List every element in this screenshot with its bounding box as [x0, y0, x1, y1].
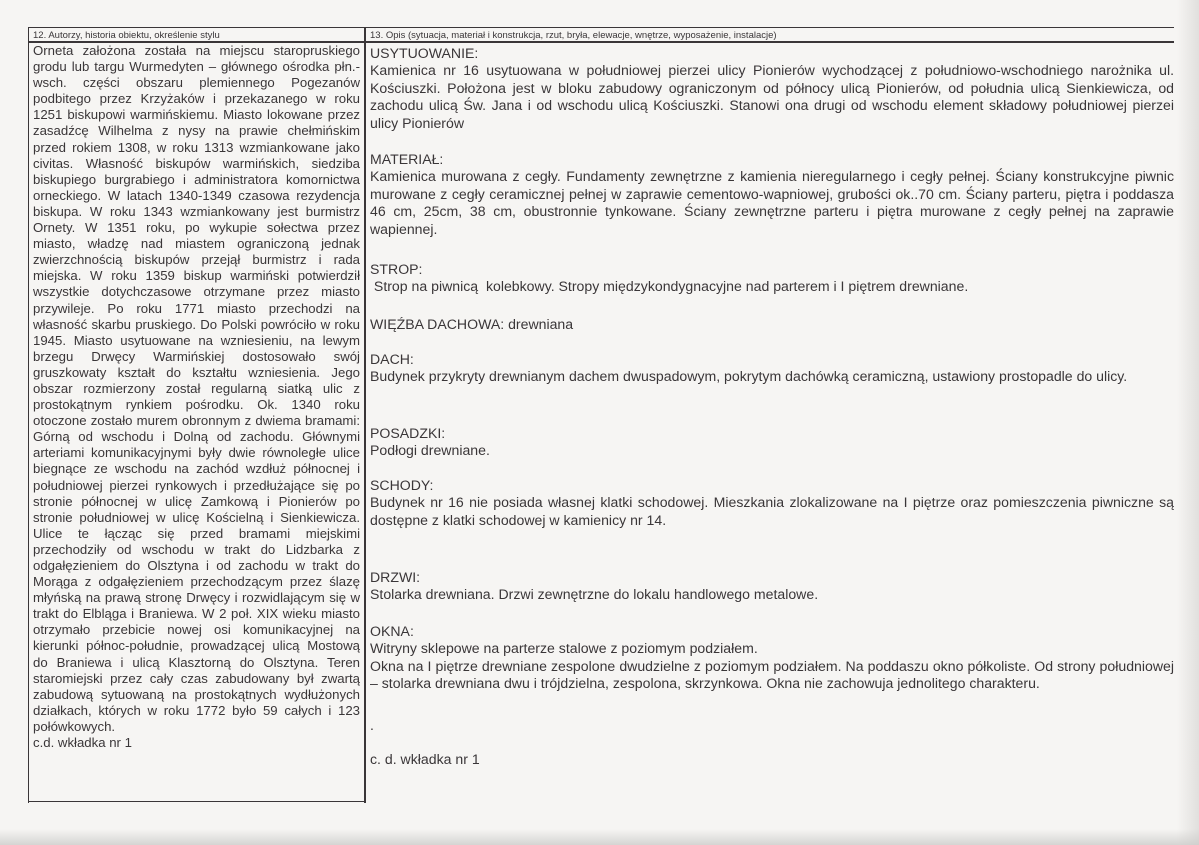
windows-text-upper: Okna na I piętrze drewniane zespolone dwudzielne z poziomym podziałem. Na poddaszu okno półkoliste. Od strony południowej – stolarka drewniana dwu i trójdzielna, zespolona, skrzynkowa. Okna nie zachowuja jednolitego charakteru. — [370, 657, 1174, 692]
doors-text: Stolarka drewniana. Drzwi zewnętrzne do lokalu handlowego metalowe. — [370, 586, 819, 603]
stairs-text: Budynek nr 16 nie posiada własnej klatki schodowej. Mieszkania zlokalizowane na I piętrze oraz pomieszczenia piwniczne są dostępne z klatki schodowej w kamienicy nr 14. — [370, 494, 1174, 528]
floors-section — [370, 425, 1174, 460]
ceiling-section — [370, 261, 1174, 296]
ceiling-text: Strop na piwnicą kolebkowy. Stropy międzykondygnacyjne nad parterem i I piętrem drewniane. — [370, 278, 969, 295]
left-border — [28, 27, 29, 803]
doors-section — [370, 569, 1174, 604]
roof-text: Budynek przykryty drewnianym dachem dwuspadowym, pokrytym dachówką ceramiczną, ustawiony prostopadle do ulicy. — [370, 368, 1128, 385]
truss-section — [370, 316, 1174, 333]
bottom-rule-left — [28, 801, 365, 802]
material-text: Kamienica murowana z cegły. Fundamenty zewnętrzne z kamienia nieregularnego i cegły pełnej. Ściany konstrukcyjne piwnic murowane z cegły ceramicznej pełnej w zaprawie cementowo-wapniowej, grubości ok..70 cm. Ściany parteru, piętra i poddasza 46 cm, 25cm, 38 cm, obustronnie tynkowane. Ściany zewnętrzne parteru i piętra murowane z cegły pełnej na zaprawie wapiennej. — [370, 168, 1174, 237]
windows-text-shopfront: Witryny sklepowe na parterze stalowe z poziomym podziałem. — [370, 640, 758, 657]
history-column-header: 12. Autorzy, historia obiektu, określenie stylu — [33, 30, 220, 41]
truss-line: WIĘŹBA DACHOWA: drewniana — [370, 316, 574, 332]
description-column-header: 13. Opis (sytuacja, materiał i konstrukcja, rzut, bryła, elewacje, wnętrze, wyposażenie, instalacje) — [370, 30, 777, 41]
history-column — [33, 43, 360, 751]
history-continuation-note: c.d. wkładka nr 1 — [33, 735, 132, 751]
page-edge-shadow-right — [1177, 0, 1199, 845]
ceiling-heading: STROP: — [370, 261, 423, 277]
top-rule — [28, 27, 1174, 28]
windows-section — [370, 623, 1174, 693]
windows-heading: OKNA: — [370, 623, 414, 639]
doors-heading: DRZWI: — [370, 569, 421, 585]
material-heading: MATERIAŁ: — [370, 151, 444, 167]
floors-text: Podłogi drewniane. — [370, 442, 490, 459]
roof-heading: DACH: — [370, 351, 414, 367]
location-heading: USYTUOWANIE: — [370, 45, 479, 61]
material-section — [370, 151, 1174, 238]
description-continuation-note: c. d. wkładka nr 1 — [370, 751, 480, 767]
history-text: Orneta założona została na miejscu staropruskiego grodu lub targu Wurmedyten – głównego ośrodka płn.-wsch. części obszaru plemiennego Pogezanów podbitego przez Krzyżaków i przekazanego w roku 1251 biskupowi warmińskiemu. Miasto lokowane przez zasadźcę Wilhelma z nysy na prawie chełmińskim przed rokiem 1308, w roku 1313 wzmiankowane jako civitas. Własność biskupów warmińskich, siedziba biskupiego burgrabiego i administratora komornictwa orneckiego. W latach 1340-1349 czasowa rezydencja biskupa. W roku 1343 wzmiankowany jest burmistrz Ornety. W 1351 roku, po wykupie sołectwa przez miasto, władzę nad miastem ograniczoną jednak zwierzchnością biskupów przejął burmistrz i rada miejska. W roku 1359 biskup warmiński potwierdził wszystkie dotychczasowe otrzymane przez miasto przywileje. Po roku 1771 miasto przechodzi na własność skarbu pruskiego. Do Polski powróciło w roku 1945. Miasto usytuowane na wzniesieniu, na lewym brzegu Drwęcy Warmińskiej dostosowało swój gruszkowaty kształt do kształtu wzniesienia. Jego obszar rozmierzony został regularną siatką ulic z prostokątnym rynkiem pośrodku. Ok. 1340 roku otoczone zostało murem obronnym z dwiema bramami: Górną od wschodu i Dolną od zachodu. Głównymi arteriami komunikacyjnymi były dwie równoległe ulice biegnące ze wschodu na zachód wzdłuż północnej i południowej pierzei rynkowych i przedłużające się po stronie północnej w ulicę Zamkową i Pionierów po stronie południowej w ulicę Kościelną i Sienkiewicza. Ulice te łącząc się przed bramami miejskimi przechodziły od wschodu w trakt do Lidzbarka z odgałęzieniem do Olsztyna i od zachodu w trakt do Morąga z odgałęzieniem przechodzącym przez ślazę młyńską na prawą stronę Drwęcy i rozwidlającym się w trakt do Elbląga i Braniewa. W 2 poł. XIX wieku miasto otrzymało przebicie nowej osi komunikacyjnej na kierunki północ-południe, prowadzącej ulicą Mostową do Braniewa i ulicą Klasztorną do Olsztyna. Teren staromiejski przez cały czas zabudowany był zwartą zabudową sytuowaną na prostokątnych wydłużonych działkach, których w roku 1772 było 59 całych i 123 połówkowych. — [33, 43, 360, 734]
stairs-section — [370, 477, 1174, 529]
location-text: Kamienica nr 16 usytuowana w południowej pierzei ulicy Pionierów wychodzącej z południowo-wschodniego narożnika ul. Kościuszki. Położona jest w bloku zabudowy ograniczonym od północy ulicą Pionierów, od południa ulicą Sienkiewicza, od zachodu ulicą Św. Jana i od wschodu ulicą Kościuszki. Stanowi ona drugi od wschodu element składowy południowej pierzei ulicy Pionierów — [370, 62, 1174, 131]
location-section — [370, 45, 1174, 132]
description-continuation — [370, 751, 1174, 768]
column-divider — [364, 27, 366, 803]
page-edge-shadow-bottom — [0, 829, 1199, 845]
roof-section — [370, 351, 1174, 386]
stray-mark: . — [370, 717, 374, 733]
floors-heading: POSADZKI: — [370, 425, 446, 441]
stairs-heading: SCHODY: — [370, 477, 434, 493]
